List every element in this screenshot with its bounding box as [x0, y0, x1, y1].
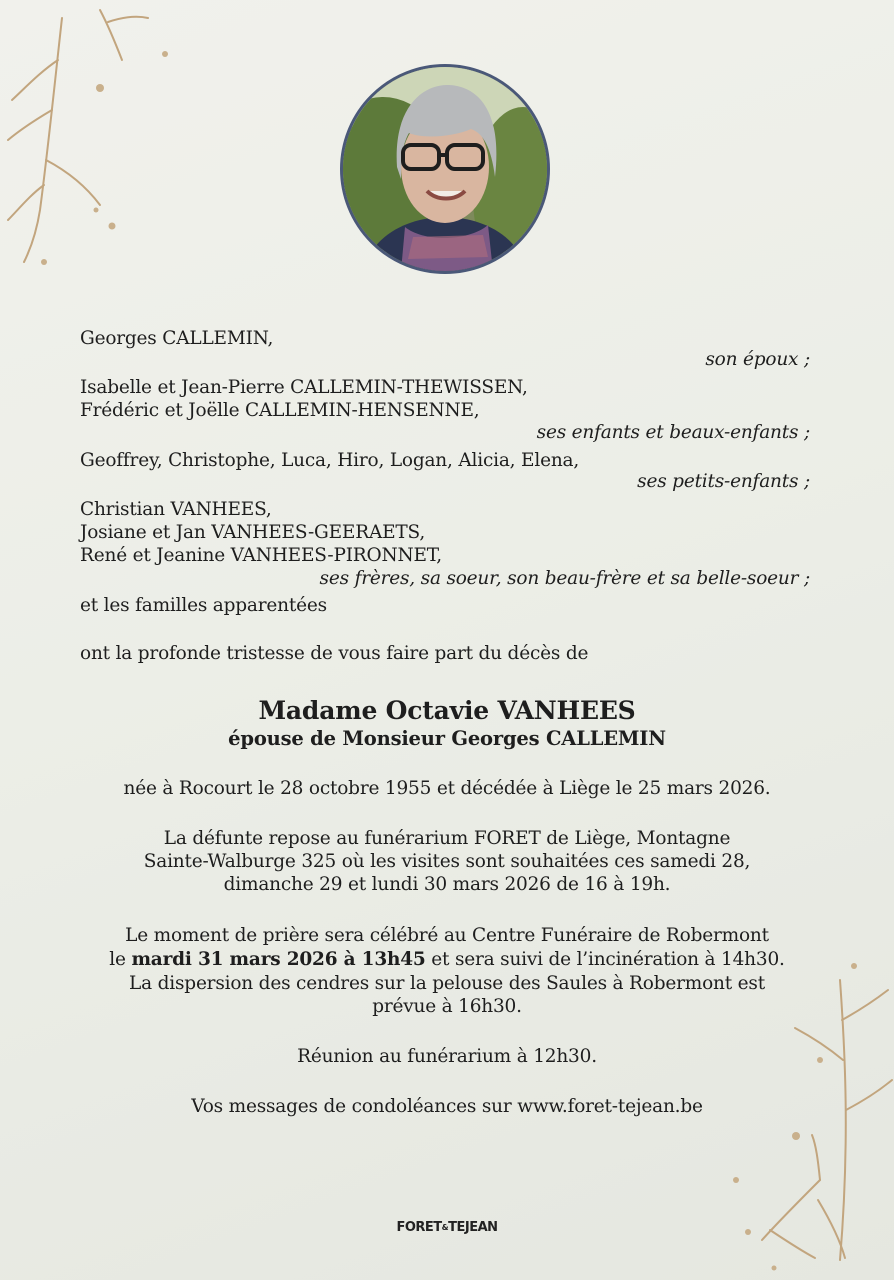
relatives-line: et les familles apparentées: [80, 595, 327, 616]
visitation-line-1: La défunte repose au funérarium FORET de Liège, Montagne: [163, 828, 731, 849]
children-line-2: Frédéric et Joëlle CALLEMIN-HENSENNE,: [80, 400, 480, 421]
grandchildren-names: Geoffrey, Christophe, Luca, Hiro, Logan, Alicia, Elena,: [80, 450, 580, 471]
logo-ampersand: &: [441, 1223, 449, 1232]
sibling-line-3: René et Jeanine VANHEES-PIRONNET,: [80, 545, 442, 566]
announcement-text: ont la profonde tristesse de vous faire part du décès de: [80, 643, 589, 664]
ceremony-line-2-suffix: et sera suivi de l’incinération à 14h30.: [425, 949, 785, 970]
sibling-line-2: Josiane et Jan VANHEES-GEERAETS,: [80, 522, 426, 543]
birth-death-dates: née à Rocourt le 28 octobre 1955 et décédée à Liège le 25 mars 2026.: [123, 778, 771, 799]
visitation-line-3: dimanche 29 et lundi 30 mars 2026 de 16 à 19h.: [223, 874, 671, 895]
grandchildren-role: ses petits-enfants ;: [637, 471, 810, 492]
ceremony-line-1: Le moment de prière sera célébré au Centre Funéraire de Robermont: [125, 925, 769, 946]
funeral-home-logo: [0, 1220, 894, 1235]
sibling-line-1: Christian VANHEES,: [80, 499, 272, 520]
portrait-photo: [340, 64, 550, 274]
condolences-text: Vos messages de condoléances sur www.foret-tejean.be: [191, 1096, 703, 1117]
spouse-role: son époux ;: [705, 349, 810, 370]
ceremony-date-time: mardi 31 mars 2026 à 13h45: [131, 949, 426, 970]
ceremony-line-3: La dispersion des cendres sur la pelouse des Saules à Robermont est: [129, 973, 765, 994]
ceremony-line-2-prefix: le: [109, 949, 132, 970]
spouse-name: Georges CALLEMIN,: [80, 328, 274, 349]
deceased-name: Madame Octavie VANHEES: [258, 696, 636, 725]
siblings-role: ses frères, sa soeur, son beau-frère et sa belle-soeur ;: [319, 568, 810, 589]
logo-part-1: FORET: [396, 1220, 442, 1235]
deceased-subtitle: épouse de Monsieur Georges CALLEMIN: [228, 727, 666, 750]
branch-ornament-top-left: [0, 0, 190, 280]
visitation-line-2: Sainte-Walburge 325 où les visites sont souhaitées ces samedi 28,: [143, 851, 751, 872]
reunion-text: Réunion au funérarium à 12h30.: [297, 1046, 597, 1067]
logo-part-2: TEJEAN: [448, 1220, 498, 1235]
children-role: ses enfants et beaux-enfants ;: [536, 422, 810, 443]
portrait-illustration: [343, 67, 547, 271]
children-line-1: Isabelle et Jean-Pierre CALLEMIN-THEWISSEN,: [80, 377, 528, 398]
ceremony-line-2: [0, 949, 894, 971]
ceremony-line-4: prévue à 16h30.: [372, 996, 522, 1017]
